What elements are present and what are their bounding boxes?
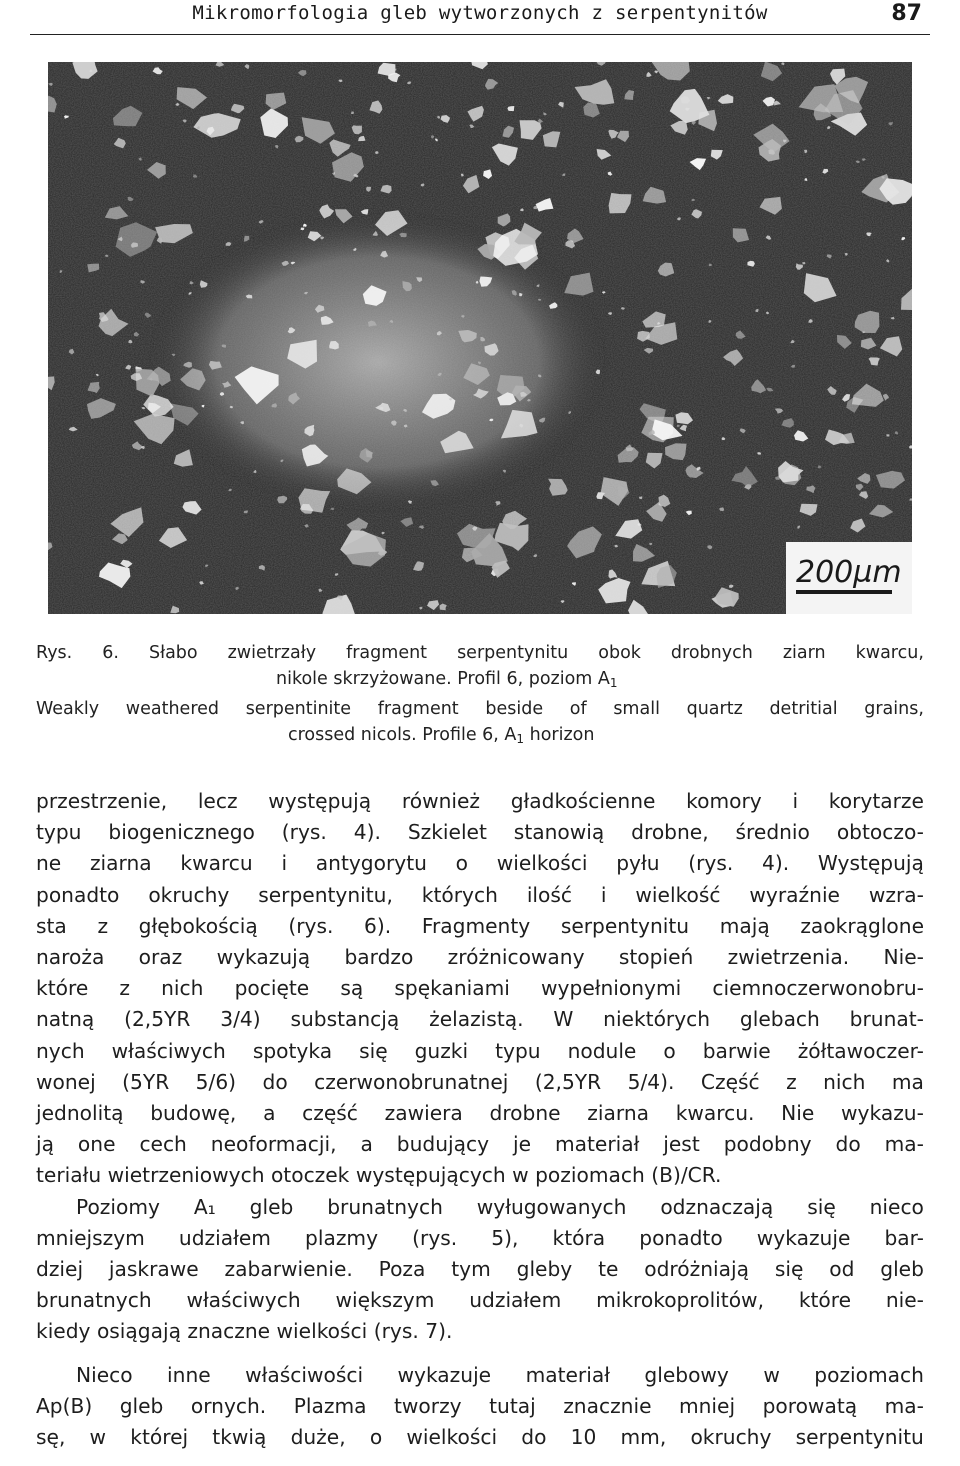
word: budujący (396, 1132, 490, 1157)
word: i (281, 851, 288, 876)
word: fragment (346, 643, 428, 663)
word: ziarna (587, 1101, 649, 1126)
word: znaczne (187, 1319, 271, 1344)
word: wykazuje (756, 1225, 851, 1250)
word: budowę, (150, 1101, 237, 1126)
word: biogenicznego (108, 820, 255, 845)
word: Fragmenty (421, 913, 531, 938)
word: wypełnionymi (541, 976, 682, 1001)
word: 5/4). (627, 1069, 675, 1094)
word: detritial (769, 699, 838, 719)
word: one (77, 1132, 116, 1157)
mineral-grain (886, 434, 889, 436)
word: tym (451, 1257, 491, 1282)
text-line (36, 817, 924, 848)
word: ma (891, 1069, 924, 1094)
text-line (36, 1254, 924, 1285)
word: jest (663, 1132, 700, 1157)
word: Nie (781, 1101, 815, 1126)
word: materiał (554, 1132, 640, 1157)
word: właściwych (111, 1038, 226, 1063)
word: wykazuje (397, 1362, 492, 1387)
word: wielkość (635, 882, 721, 907)
word: wielkości (276, 1319, 368, 1344)
word: udziałem (178, 1225, 271, 1250)
word: natną (36, 1007, 95, 1032)
caption-en-line-2: crossed nicols. Profile 6, $A_1$ horizon (288, 725, 595, 746)
word: gleb (119, 1393, 164, 1418)
word: zwietrzenia. (727, 945, 850, 970)
word: porowatą (762, 1393, 858, 1418)
scale-bar-label: 200µm (796, 555, 902, 590)
word: do (262, 1069, 288, 1094)
word: Poza (378, 1257, 426, 1282)
word: gładkościenne (510, 789, 656, 813)
word: 6. (102, 643, 119, 663)
word: ilość (526, 882, 572, 907)
word: oraz (138, 945, 183, 970)
word: czerwonobrunatnej (314, 1069, 509, 1094)
text-line (36, 1285, 924, 1316)
word: są (340, 976, 364, 1001)
text-line (36, 1129, 924, 1160)
word: poziomach (535, 1163, 645, 1188)
word: nych (36, 1038, 85, 1063)
word: odznaczają (660, 1194, 774, 1219)
word: (rys. (412, 1225, 458, 1250)
word: bardzo (344, 945, 414, 970)
word: drobnych (670, 643, 753, 663)
word: of (569, 699, 587, 719)
word: okruchy (690, 1425, 772, 1450)
word: spotyka (252, 1038, 333, 1063)
word: mikrokoprolitów, (596, 1288, 764, 1313)
word: mm, (620, 1425, 667, 1450)
word: kwarcu (180, 851, 253, 876)
page-header (30, 0, 930, 35)
word: nodule (567, 1038, 637, 1063)
word: (2,5YR (534, 1069, 602, 1094)
word: serpentynitu, (258, 882, 393, 907)
word: 7). (425, 1319, 453, 1344)
word: kwarcu, (855, 643, 924, 663)
word: ponadto (36, 882, 120, 907)
word: tutaj (489, 1393, 536, 1418)
word: neoformacji, (210, 1132, 337, 1157)
word: nie- (885, 1288, 924, 1313)
word: tworzy (394, 1393, 462, 1418)
word: podobny (723, 1132, 812, 1157)
word: stanowią (513, 820, 605, 845)
text-line (36, 1192, 924, 1223)
word: te (598, 1257, 619, 1282)
text-line (36, 1098, 924, 1129)
word: drobne (489, 1101, 561, 1126)
word: sę, (36, 1425, 66, 1450)
word: brunat- (849, 1007, 924, 1032)
word: żelazistą. (429, 1007, 524, 1032)
word: której (130, 1425, 189, 1450)
word: 4). (353, 820, 381, 845)
word: obok (598, 643, 641, 663)
word: antygorytu (315, 851, 427, 876)
word: spękaniami (394, 976, 510, 1001)
text-line (36, 848, 924, 879)
word: pocięte (234, 976, 310, 1001)
word: odróżniają (644, 1257, 749, 1282)
word: ornych. (190, 1393, 267, 1418)
text-line (36, 880, 924, 911)
word: materiał (525, 1362, 610, 1387)
text-line (36, 1391, 924, 1422)
word: zaokrąglone (800, 913, 924, 938)
word: część (302, 1101, 358, 1126)
figure-caption (36, 640, 924, 752)
word: Słabo (148, 643, 198, 663)
word: serpentynitu (795, 1425, 924, 1450)
word: wielkości (406, 1425, 498, 1450)
word: mniej (678, 1393, 736, 1418)
word: wykazu- (841, 1101, 924, 1126)
text-line (36, 1223, 924, 1254)
word: zróżnicowany (447, 945, 585, 970)
word: osiągają (96, 1319, 181, 1344)
word: beside (485, 699, 544, 719)
word: obtoczo- (836, 820, 924, 845)
word: (rys. (688, 851, 734, 876)
word: ponadto (639, 1225, 723, 1250)
word: przestrzenie, (36, 789, 168, 813)
word: bar- (884, 1225, 924, 1250)
word: glebowy (644, 1362, 729, 1387)
word: jaskrawe (108, 1257, 199, 1282)
word: Rys. (36, 643, 73, 663)
word: 5), (491, 1225, 519, 1250)
word: od (829, 1257, 855, 1282)
word: ciemnoczerwonobru- (712, 976, 924, 1001)
word: barwie (702, 1038, 771, 1063)
word: większym (335, 1288, 435, 1313)
word: żółtawoczer- (797, 1038, 924, 1063)
word: która (552, 1225, 606, 1250)
body-text (36, 786, 924, 1453)
word: ziarn (782, 643, 826, 663)
word: a (360, 1132, 373, 1157)
word: gleb (880, 1257, 924, 1282)
word: a (263, 1101, 276, 1126)
word: o (369, 1425, 383, 1450)
word: 4). (762, 851, 790, 876)
word: 10 (570, 1425, 597, 1450)
word: glebach (739, 1007, 820, 1032)
word: grains, (864, 699, 924, 719)
word: ma- (884, 1393, 924, 1418)
text-line (36, 1360, 924, 1391)
word: plazmy (305, 1225, 379, 1250)
word: Ap(B) (36, 1393, 93, 1418)
caption-en-line-1 (36, 696, 924, 722)
text-line (36, 1316, 924, 1347)
word: nich (823, 1069, 866, 1094)
word: również (401, 789, 481, 813)
word: serpentinite (245, 699, 352, 719)
word: Plazma (293, 1393, 367, 1418)
word: dziej (36, 1257, 84, 1282)
word: Występują (817, 851, 924, 876)
word: (rys. (281, 820, 327, 845)
word: do (835, 1132, 861, 1157)
word: Część (700, 1069, 760, 1094)
word: z (786, 1069, 797, 1094)
text-line (36, 1160, 924, 1191)
word: quartz (686, 699, 743, 719)
word: wykazują (216, 945, 311, 970)
micrograph-figure (48, 62, 912, 614)
word: fragment (377, 699, 459, 719)
word: guzki (414, 1038, 469, 1063)
word: (2,5YR (124, 1007, 191, 1032)
word: Weakly (36, 699, 100, 719)
word: wietrzeniowych (107, 1163, 265, 1188)
word: typu (495, 1038, 541, 1063)
word: brunatnych (327, 1194, 443, 1219)
scale-bar-line (796, 590, 892, 594)
word: się (359, 1038, 388, 1063)
word: (rys. (288, 913, 334, 938)
word: występują (268, 789, 372, 813)
word: i (792, 789, 799, 813)
word: o (455, 851, 469, 876)
text-line (36, 786, 924, 817)
word: w (763, 1362, 780, 1387)
word: udziałem (469, 1288, 562, 1313)
word: niektórych (603, 1007, 711, 1032)
word: zwietrzały (227, 643, 317, 663)
word: właściwości (245, 1362, 364, 1387)
word: korytarze (828, 789, 924, 813)
word: je (512, 1132, 532, 1157)
word: mają (719, 913, 770, 938)
word: (B)/CR. (651, 1163, 722, 1188)
word: znacznie (563, 1393, 652, 1418)
word: poziomach (814, 1362, 924, 1387)
word: głębokością (138, 913, 258, 938)
word: zawiera (384, 1101, 463, 1126)
word: ma- (884, 1132, 924, 1157)
word: które (36, 976, 89, 1001)
word: zabarwienie. (224, 1257, 353, 1282)
word: 3/4) (220, 1007, 261, 1032)
word: komory (686, 789, 762, 813)
word: Poziomy (76, 1194, 160, 1219)
word: w (89, 1425, 107, 1450)
text-line (36, 942, 924, 973)
word: mniejszym (36, 1225, 145, 1250)
word: okruchy (148, 882, 230, 907)
word: wyługowanych (476, 1194, 627, 1219)
word: drobne, (631, 820, 709, 845)
text-line (36, 1036, 924, 1067)
word: serpentynitu (560, 913, 690, 938)
word: z (119, 976, 130, 1001)
word: duże, (290, 1425, 346, 1450)
word: cech (139, 1132, 187, 1157)
word: jednolitą (36, 1101, 124, 1126)
word: się (774, 1257, 804, 1282)
word: kiedy (36, 1319, 91, 1344)
word: wzra- (868, 882, 924, 907)
text-line (36, 1422, 924, 1453)
caption-pl-line-2: nikole skrzyżowane. Profil 6, poziom $A_1$ (276, 669, 618, 690)
word: o (663, 1038, 676, 1063)
word: weathered (125, 699, 220, 719)
word: otoczek (270, 1163, 350, 1188)
text-line (36, 1004, 924, 1035)
caption-pl-line-1 (36, 640, 924, 666)
word: substancją (290, 1007, 400, 1032)
word: serpentynitu (457, 643, 569, 663)
word: W (553, 1007, 574, 1032)
word: brunatnych (36, 1288, 152, 1313)
word: z (97, 913, 109, 938)
word: których (421, 882, 498, 907)
word: typu (36, 820, 82, 845)
word: sta (36, 913, 67, 938)
word: gleby (516, 1257, 573, 1282)
word: występujących (355, 1163, 506, 1188)
word: gleb (249, 1194, 294, 1219)
word: lecz (197, 789, 238, 813)
text-line (36, 973, 924, 1004)
word: nieco (869, 1194, 924, 1219)
word: ziarna (89, 851, 152, 876)
word: Szkielet (407, 820, 487, 845)
word: wyraźnie (749, 882, 840, 907)
micrograph-image (48, 62, 912, 614)
word: stopień (618, 945, 694, 970)
word: które (798, 1288, 852, 1313)
word: 6). (364, 913, 392, 938)
word: (rys. (373, 1319, 419, 1344)
word: Nieco (76, 1362, 133, 1387)
word: kwarcu. (675, 1101, 755, 1126)
word: pyłu (616, 851, 660, 876)
word: tkwią (212, 1425, 267, 1450)
running-head: Mikromorfologia gleb wytworzonych z serpentynitów (192, 2, 768, 24)
word: do (521, 1425, 547, 1450)
word: small (613, 699, 660, 719)
page-number: 87 (891, 1, 922, 26)
word: w (512, 1163, 529, 1188)
word: naroża (36, 945, 105, 970)
word: inne (167, 1362, 211, 1387)
word: się (807, 1194, 836, 1219)
text-line (36, 911, 924, 942)
word: i (600, 882, 607, 907)
word: wielkości (496, 851, 588, 876)
word: ne (36, 851, 62, 876)
word: wonej (36, 1069, 96, 1094)
word: A₁ (193, 1194, 216, 1219)
text-line (36, 1067, 924, 1098)
word: 5/6) (195, 1069, 237, 1094)
word: ją (36, 1132, 54, 1157)
word: właściwych (186, 1288, 301, 1313)
word: nich (161, 976, 204, 1001)
word: Nie- (883, 945, 924, 970)
word: teriału (36, 1163, 102, 1188)
word: (5YR (122, 1069, 170, 1094)
word: średnio (735, 820, 810, 845)
